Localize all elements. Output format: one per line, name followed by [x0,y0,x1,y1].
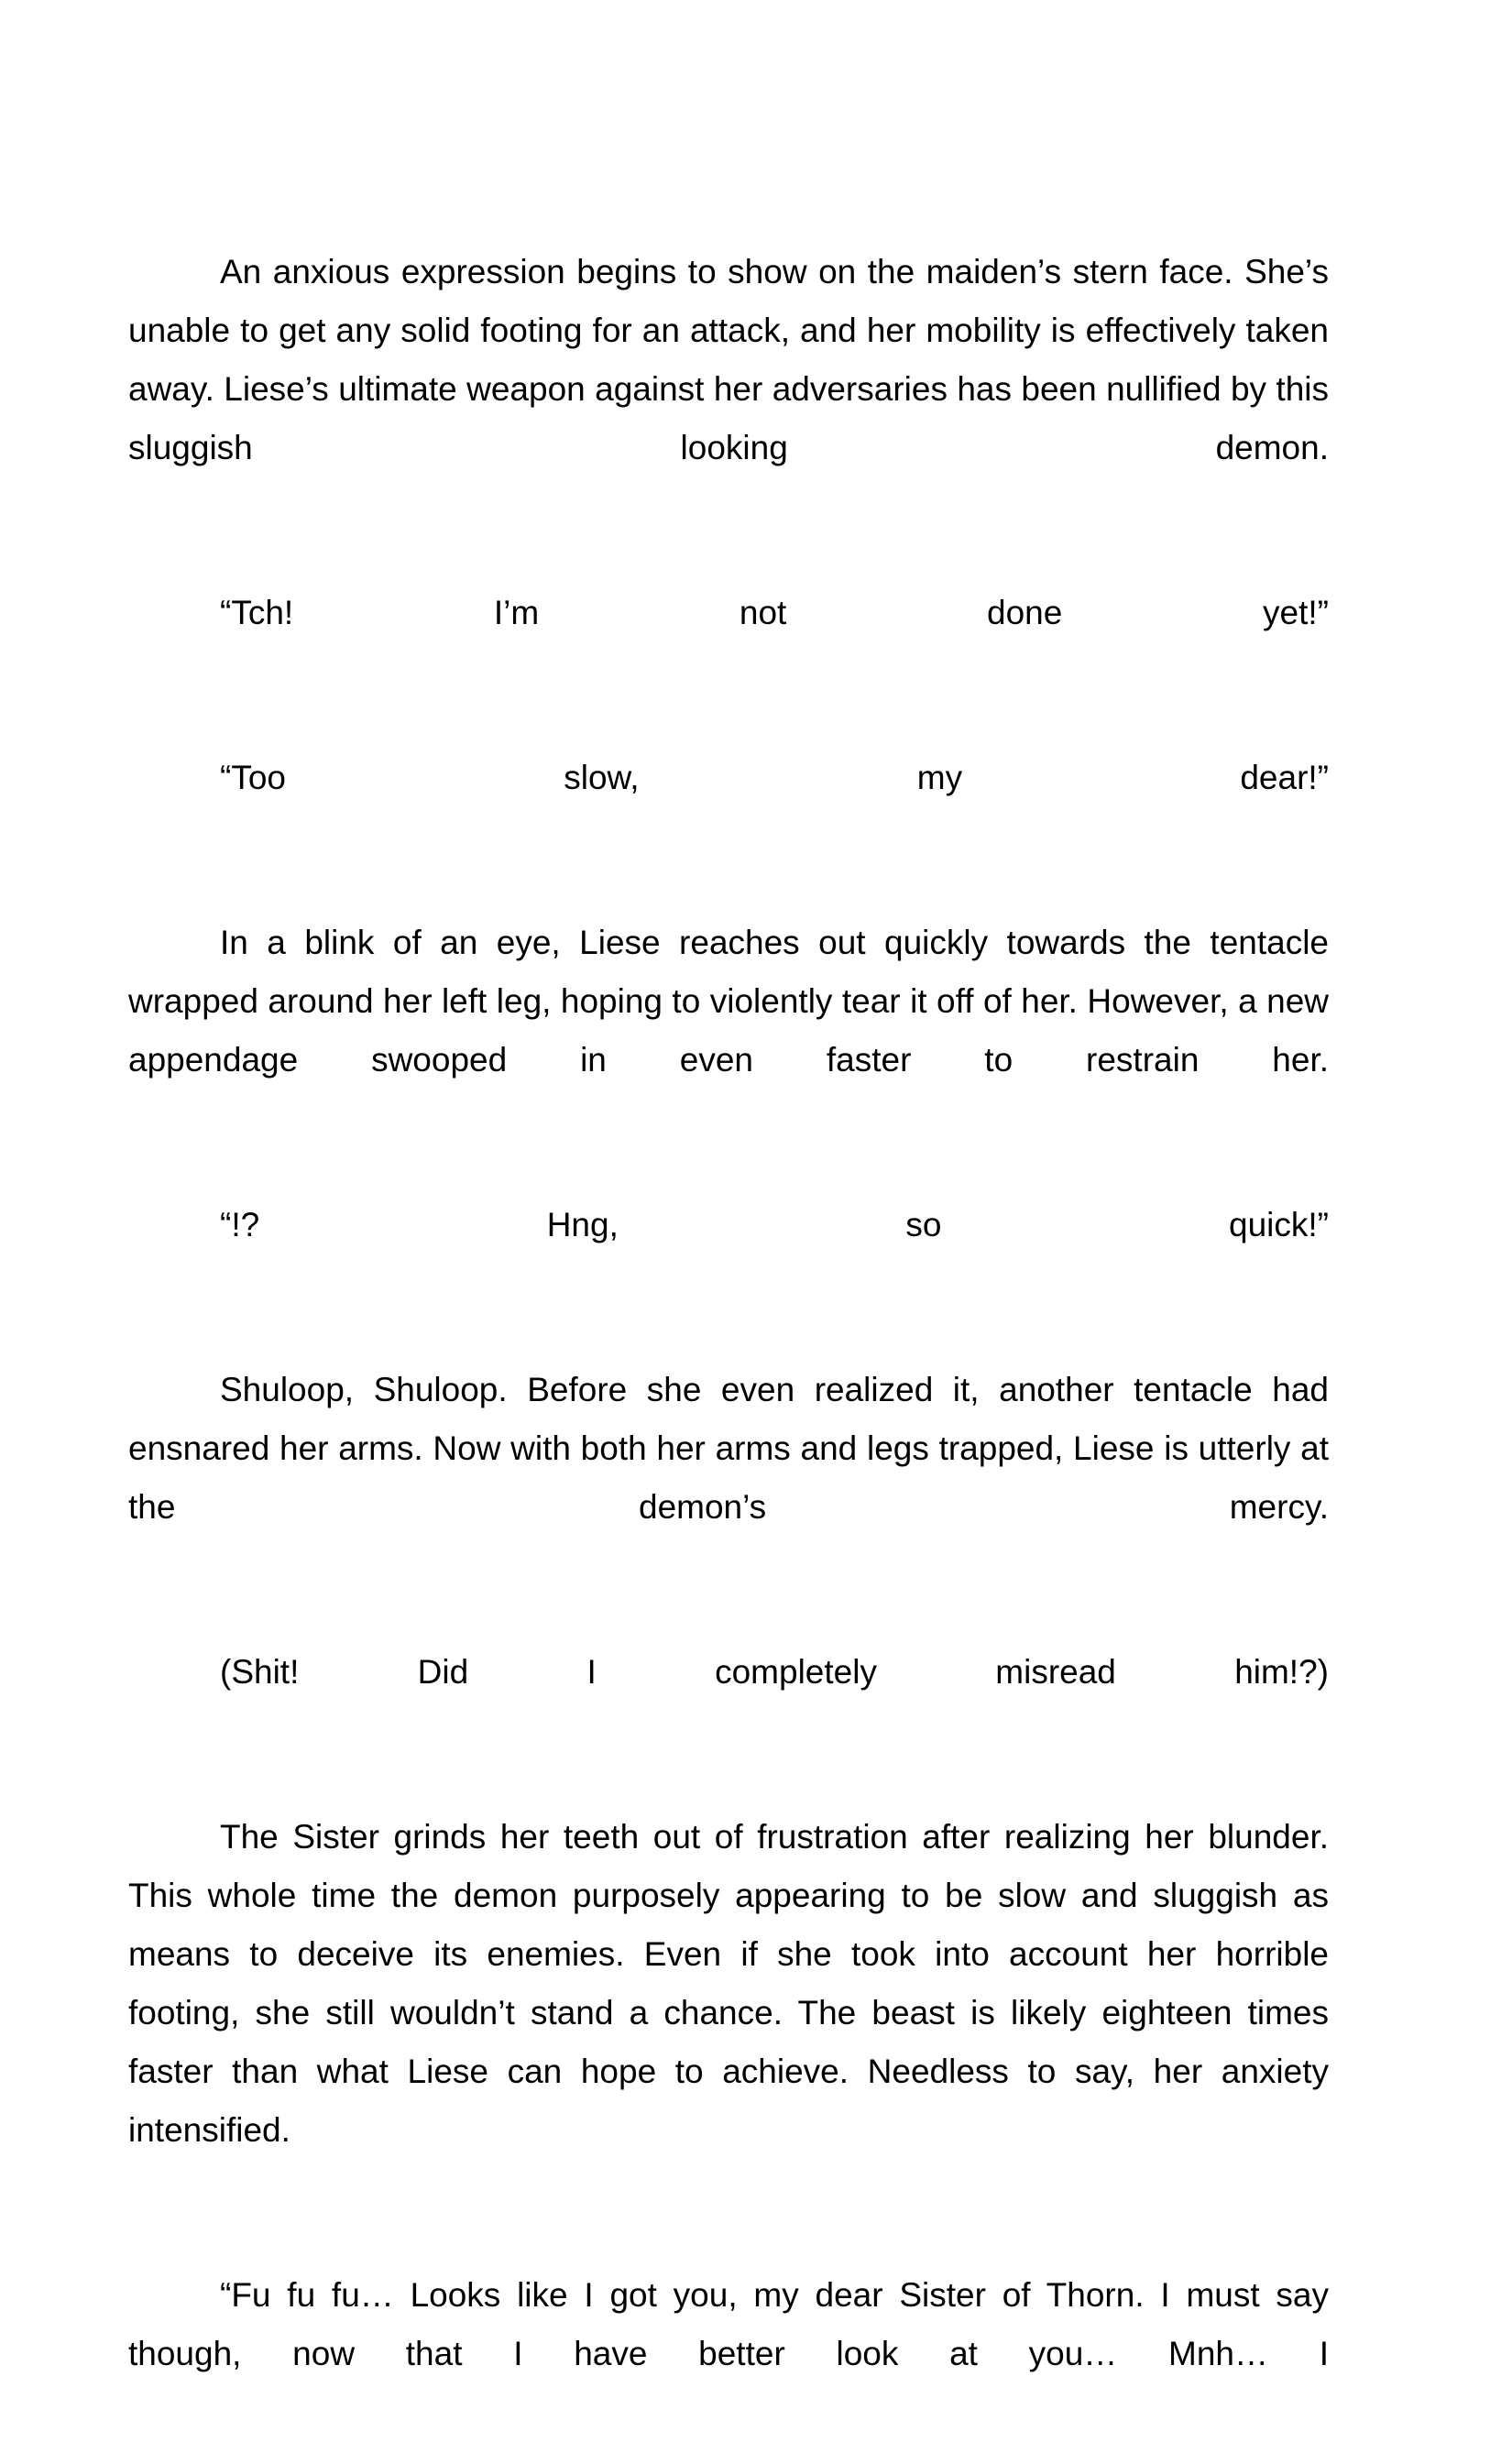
paragraph-shuloop: Shuloop, Shuloop. Before she even realized it, another tentacle had ensnared her arms. Now with both her arms and legs trapped, Liese is utterly at the demon’s mercy. [128,1371,1329,1526]
paragraph-thought-misread: (Shit! Did I completely misread him!?) [220,1653,1329,1691]
body-text-column [128,243,1329,2442]
paragraph-blink-of-an-eye: In a blink of an eye, Liese reaches out quickly towards the tentacle wrapped around her left leg, hoping to violently tear it off of her. However, a new appendage swooped in even faster to restrain her. [128,924,1329,1079]
paragraph-dialogue-too-slow: “Too slow, my dear!” [220,759,1329,796]
paragraph-dialogue-fu-fu-fu: “Fu fu fu… Looks like I got you, my dear Sister of Thorn. I must say though, now that I have better look at you… Mnh… I [128,2276,1329,2372]
paragraph-anxious-expression: An anxious expression begins to show on the maiden’s stern face. She’s unable to get any solid footing for an attack, and her mobility is effectively taken away. Liese’s ultimate weapon against her adversaries has been nullified by this sluggish looking demon. [128,253,1329,466]
paragraph-dialogue-not-done-yet: “Tch! I’m not done yet!” [220,594,1329,631]
paragraph-sister-grinds-teeth: The Sister grinds her teeth out of frustration after realizing her blunder. This whole time the demon purposely appearing to be slow and sluggish as means to deceive its enemies. Even if she took into account her horrible footing, she still wouldn’t stand a chance. The beast is likely eighteen times faster than what Liese can hope to achieve. Needless to say, her anxiety intensified. [128,1818,1329,2149]
paragraph-dialogue-so-quick: “!? Hng, so quick!” [220,1206,1329,1243]
